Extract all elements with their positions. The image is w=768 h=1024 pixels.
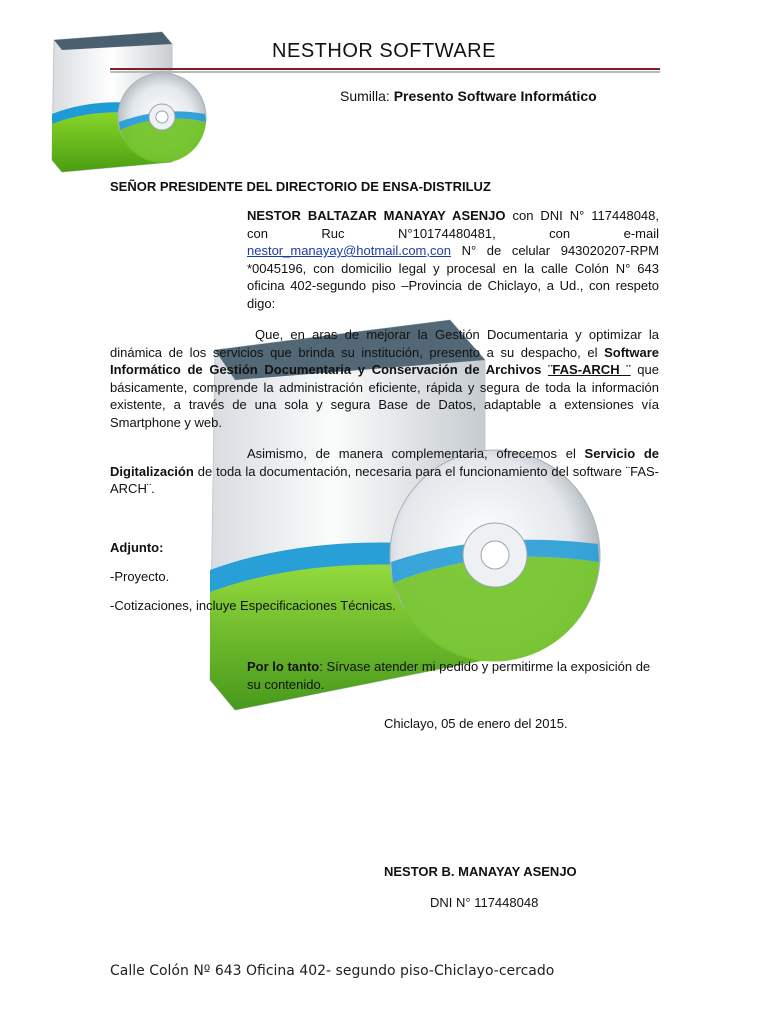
intro-text-2: N° de celular 943020207-RPM *0045196, con domicilio legal y procesal en la calle Colón N° 643 oficina 402-segundo piso –Provincia de Chiclayo, a Ud., con respeto digo: bbox=[247, 243, 659, 311]
sender-name: NESTOR BALTAZAR MANAYAY ASENJO bbox=[247, 208, 506, 223]
header-rule bbox=[110, 68, 660, 73]
date-line: Chiclayo, 05 de enero del 2015. bbox=[384, 716, 568, 731]
body1-text-1: Que, en aras de mejorar la Gestión Documentaria y optimizar la dinámica de los servicios que brinda su institución, presento a su despacho, el bbox=[110, 327, 659, 360]
product-description: Software Informático de Gestión Documentaria y Conservación de Archivos bbox=[110, 344, 659, 377]
body2-text-2: de toda la documentación, necesaria para el funcionamiento del software ¨FAS-ARCH¨. bbox=[110, 463, 659, 496]
sumilla-value: Presento Software Informático bbox=[393, 88, 597, 104]
body-paragraph-1 bbox=[110, 326, 659, 431]
service-name: Servicio de Digitalización bbox=[110, 446, 659, 479]
attachment-item: -Proyecto. bbox=[110, 569, 170, 584]
conclusion bbox=[247, 658, 667, 693]
footer-address: Calle Colón Nº 643 Oficina 402- segundo piso-Chiclayo-cercado bbox=[110, 963, 555, 979]
body1-text-2: que básicamente, comprende la administración eficiente, rápida y segura de toda la información existente, a través de una sola y segura Base de Datos, adaptable a extensiones vía Smartphone y web. bbox=[110, 362, 659, 430]
attachment-item: -Cotizaciones, incluye Especificaciones Técnicas. bbox=[110, 598, 396, 613]
intro-paragraph bbox=[247, 207, 659, 312]
attachments-heading: Adjunto: bbox=[110, 540, 164, 555]
conclusion-lead: Por lo tanto bbox=[247, 659, 320, 674]
intro-text-1: con DNI N° 117448048, con Ruc N°10174480481, con e-mail bbox=[247, 208, 659, 241]
signature-name: NESTOR B. MANAYAY ASENJO bbox=[384, 864, 577, 879]
product-name: ¨FAS-ARCH ¨ bbox=[548, 362, 631, 377]
sumilla-label: Sumilla: bbox=[340, 88, 394, 104]
body2-text-1: Asimismo, de manera complementaria, ofrecemos el bbox=[247, 446, 585, 461]
company-title: NESTHOR SOFTWARE bbox=[272, 40, 496, 62]
body-paragraph-2 bbox=[110, 445, 659, 498]
addressee: SEÑOR PRESIDENTE DEL DIRECTORIO DE ENSA-DISTRILUZ bbox=[110, 179, 491, 194]
email-link[interactable]: nestor_manayay@hotmail.com,con bbox=[247, 243, 451, 258]
signature-dni: DNI N° 117448048 bbox=[430, 895, 539, 910]
conclusion-text: : Sírvase atender mi pedido y permitirme la exposición de su contenido. bbox=[247, 659, 651, 692]
sumilla bbox=[340, 88, 597, 104]
